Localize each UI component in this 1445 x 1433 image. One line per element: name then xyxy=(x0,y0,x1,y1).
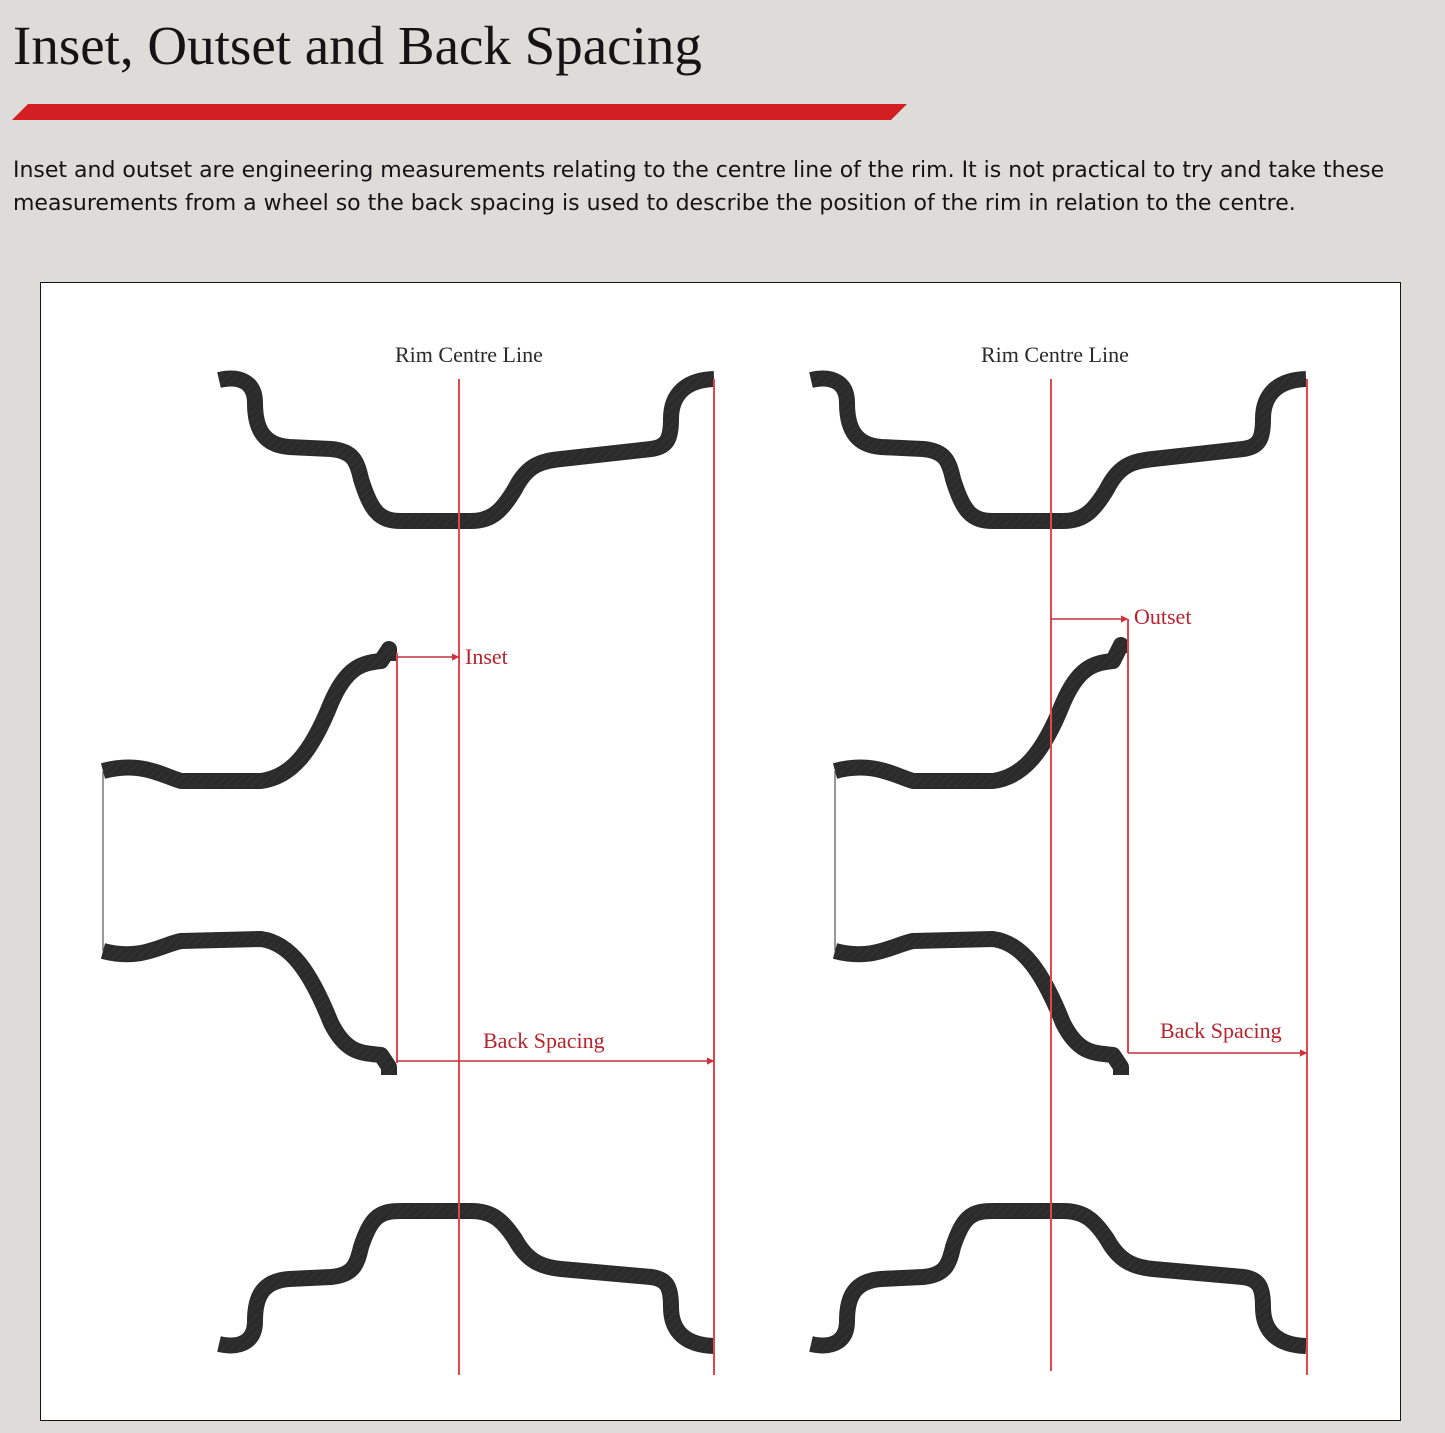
rim-diagram-svg xyxy=(41,283,1399,1419)
right-centre-line-label: Rim Centre Line xyxy=(981,342,1129,367)
intro-paragraph: Inset and outset are engineering measurements relating to the centre line of the rim. It is not practical to try and take these measurements from a wheel so the back spacing is used to describe the position of the rim in relation to the centre. xyxy=(13,158,1385,216)
outset-label: Outset xyxy=(1134,604,1192,629)
inset-label: Inset xyxy=(465,644,508,669)
right-back-spacing-label: Back Spacing xyxy=(1160,1018,1282,1043)
inset-diagram xyxy=(103,379,714,1375)
outset-diagram xyxy=(811,379,1307,1375)
left-back-spacing-label: Back Spacing xyxy=(483,1028,605,1053)
rim-diagram-figure xyxy=(40,282,1401,1421)
title-underline xyxy=(12,104,907,120)
page-title: Inset, Outset and Back Spacing xyxy=(13,15,702,76)
left-centre-line-label: Rim Centre Line xyxy=(395,342,543,367)
